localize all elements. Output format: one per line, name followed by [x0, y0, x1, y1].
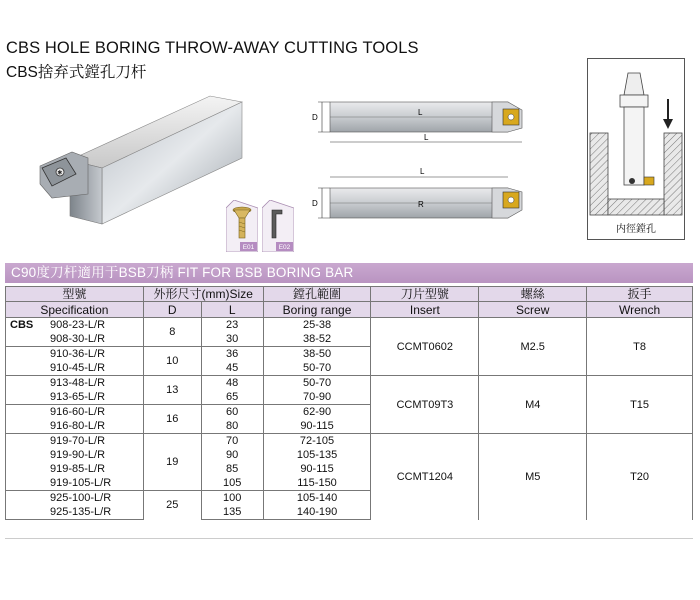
dimension-diagram [300, 80, 545, 230]
l-cell: 70 [201, 434, 263, 449]
d-cell: 16 [143, 405, 201, 434]
header-wrench-cn: 扳手 [587, 287, 693, 302]
range-cell: 70-90 [263, 390, 371, 405]
spec-cell: 913-48-L/R [50, 377, 106, 389]
l-cell: 105 [201, 476, 263, 491]
l-cell: 65 [201, 390, 263, 405]
header-range-en: Boring range [263, 302, 371, 318]
title-english: CBS HOLE BORING THROW-AWAY CUTTING TOOLS [6, 39, 419, 57]
range-cell: 72-105 [263, 434, 371, 449]
spec-cell: 908-30-L/R [50, 333, 106, 345]
spec-cell: 925-135-L/R [50, 506, 112, 518]
range-cell: 140-190 [263, 505, 371, 520]
l-cell: 23 [201, 318, 263, 333]
boring-inset-diagram [587, 58, 685, 240]
label-l-top: L [418, 108, 423, 117]
title-chinese: CBS捨弃式鏜孔刀杆 [6, 64, 147, 81]
l-cell: 90 [201, 448, 263, 462]
spec-cell: 919-70-L/R [50, 435, 106, 447]
insert-cell: CCMT09T3 [371, 376, 479, 434]
range-cell: 90-115 [263, 462, 371, 476]
l-cell: 135 [201, 505, 263, 520]
d-cell: 10 [143, 347, 201, 376]
screw-label: E01 [242, 244, 255, 251]
screw-icon [226, 200, 258, 252]
l-cell: 85 [201, 462, 263, 476]
header-insert-en: Insert [371, 302, 479, 318]
inset-label: 内徑鏜孔 [616, 224, 656, 235]
d-cell: 19 [143, 434, 201, 491]
wrench-icon [262, 200, 294, 252]
dim-l-bottom: L [420, 167, 425, 176]
prefix-label: CBS [10, 319, 34, 331]
spec-cell: 910-45-L/R [50, 362, 106, 374]
spec-cell: 919-90-L/R [50, 449, 106, 461]
wrench-label: E02 [278, 244, 291, 251]
wrench-cell: T8 [587, 318, 693, 376]
l-cell: 60 [201, 405, 263, 420]
insert-cell: CCMT1204 [371, 434, 479, 520]
header-size-l: L [201, 302, 263, 318]
table-row [6, 376, 693, 391]
range-cell: 105-140 [263, 491, 371, 506]
range-cell: 105-135 [263, 448, 371, 462]
header-size-d: D [143, 302, 201, 318]
screw-cell: M4 [479, 376, 587, 434]
spec-cell: 919-85-L/R [50, 463, 106, 475]
header-spec-en: Specification [6, 302, 144, 318]
range-cell: 38-50 [263, 347, 371, 362]
range-cell: 50-70 [263, 361, 371, 376]
footer-divider [5, 538, 693, 539]
spec-cell: 908-23-L/R [50, 319, 106, 331]
spec-cell: 925-100-L/R [50, 492, 112, 504]
l-cell: 45 [201, 361, 263, 376]
header-insert-cn: 刀片型號 [371, 287, 479, 302]
spec-cell: 919-105-L/R [50, 477, 112, 489]
spec-cell: 916-60-L/R [50, 406, 106, 418]
screw-cell: M2.5 [479, 318, 587, 376]
header-screw-cn: 螺絲 [479, 287, 587, 302]
dim-d-top: D [312, 113, 318, 122]
table-row [6, 318, 693, 333]
l-cell: 100 [201, 491, 263, 506]
range-cell: 50-70 [263, 376, 371, 391]
header-size: 外形尺寸(mm)Size [143, 287, 263, 302]
l-cell: 30 [201, 332, 263, 347]
header-wrench-en: Wrench [587, 302, 693, 318]
d-cell: 8 [143, 318, 201, 347]
section-banner: C90度刀杆適用于BSB刀柄 FIT FOR BSB BORING BAR [5, 263, 693, 283]
range-cell: 25-38 [263, 318, 371, 333]
insert-cell: CCMT0602 [371, 318, 479, 376]
d-cell: 13 [143, 376, 201, 405]
label-r: R [418, 200, 424, 209]
d-cell: 25 [143, 491, 201, 520]
wrench-cell: T15 [587, 376, 693, 434]
header-screw-en: Screw [479, 302, 587, 318]
screw-cell: M5 [479, 434, 587, 520]
wrench-cell: T20 [587, 434, 693, 520]
svg-text:✱: ✱ [57, 169, 63, 177]
range-cell: 62-90 [263, 405, 371, 420]
table-row [6, 434, 693, 449]
l-cell: 36 [201, 347, 263, 362]
dim-l-top: L [424, 133, 429, 142]
spec-cell: 913-65-L/R [50, 391, 106, 403]
specification-table [5, 286, 693, 520]
range-cell: 38-52 [263, 332, 371, 347]
dim-d-bottom: D [312, 199, 318, 208]
l-cell: 80 [201, 419, 263, 434]
header-spec-cn: 型號 [6, 287, 144, 302]
spec-cell: 916-80-L/R [50, 420, 106, 432]
range-cell: 115-150 [263, 476, 371, 491]
header-range-cn: 鏜孔範圍 [263, 287, 371, 302]
l-cell: 48 [201, 376, 263, 391]
spec-cell: 910-36-L/R [50, 348, 106, 360]
range-cell: 90-115 [263, 419, 371, 434]
